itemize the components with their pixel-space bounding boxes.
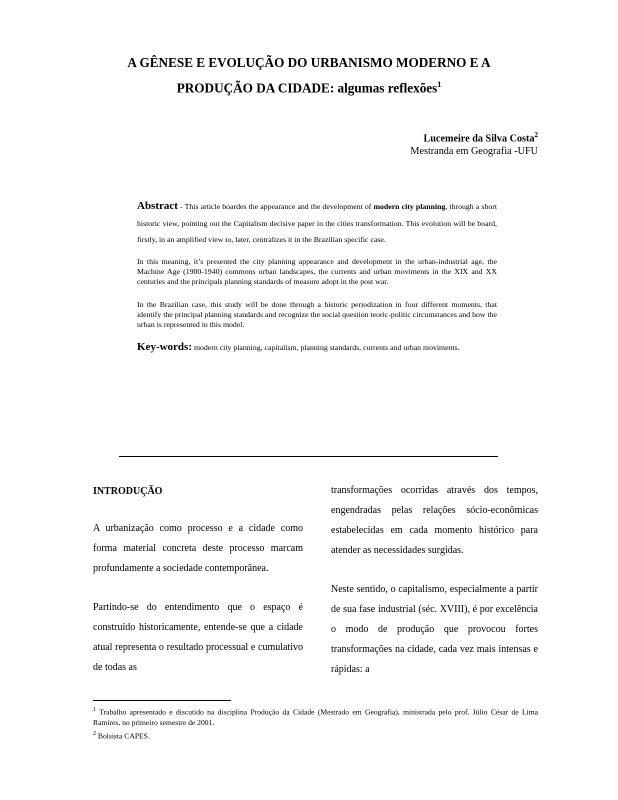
title-line-2 [60,74,558,99]
body-column-left [93,481,303,678]
author-block [410,129,538,158]
footnote-2-mark: 2 [93,730,96,737]
title-footnote-mark: 1 [437,80,442,89]
abstract-p1-end: , through a short historic view, pointing out the Capitalism decisive paper in the cities transformation. This evolution will be board, firstly, in an amplified view to, later, centralizes it in the Brazilian specific case. [137,202,497,244]
title-line-1: A GÊNESE E EVOLUÇÃO DO URBANISMO MODERNO E A [127,55,491,70]
author-footnote-mark: 2 [534,131,538,139]
title-line-2-text: PRODUÇÃO DA CIDADE: algumas reflexões [176,80,438,96]
author-name: Lucemeire da Silva Costa [423,133,535,145]
body-paragraph: Partindo-se do entendimento que o espaço é construído historicamente, entende-se que a cidade atual representa o resultado processual e cumulativo de todas as [93,602,303,673]
abstract-paragraph-1 [137,198,497,249]
body-paragraph: transformações ocorridas através dos tempos, engendradas pelas relações sócio-econômicas estabelecidas em cada momento histórico para atender as necessidades surgidas. [331,485,538,556]
body-paragraph: Neste sentido, o capitalismo, especialmente a partir de sua fase industrial (séc. XVIII), é por excelência o modo de produção que provocou fortes transformações na cidade, cada vez mais intensas e rápidas: a [331,584,538,675]
author-affiliation: Mestranda em Geografia -UFU [410,146,538,158]
body-column-right [331,481,538,680]
abstract-label: Abstract [137,200,178,212]
keywords [137,342,497,353]
keywords-label: Key-words: [137,340,192,353]
abstract-block [137,198,497,353]
abstract-p1-bold: modern city planning [373,202,446,211]
section-divider [119,456,498,457]
author-name-line [410,129,538,145]
footnotes [93,705,538,742]
paper-title [60,52,558,99]
footnote-1-text: Trabalho apresentado e discutido na disciplina Produção da Cidade (Mestrado em Geografia), ministrada pelo prof. Júlio César de Lima Ramires, no primeiro semestre de 2001. [93,707,538,728]
abstract-paragraph-3: In the Brazilian case, this study will be done through a historic periodization in four different moments, that identify the principal planning standards and recognize the social question teoric-politic circumstances and how the urban is represented in this model. [137,299,497,329]
keywords-text: modern city planning, capitalism, planning standards, currents and urban moviments. [192,342,460,352]
footnote-1 [93,705,538,729]
section-heading: INTRODUÇÃO [93,486,163,497]
abstract-p1-start: - This article boardes the appearance and the development of [177,202,374,211]
footnote-divider [93,700,231,701]
abstract-paragraph-2: In this meaning, it’s presented the city planning appearance and development in the urban-industrial age, the Machine Age (1900-1940) commons urban landscapes, the currents and urban moviments in the XIX and XX centuries and the principals planning standards of measure adopt in the post war. [137,256,497,286]
footnote-1-mark: 1 [93,707,96,713]
footnote-2 [93,729,538,742]
body-paragraph: A urbanização como processo e a cidade como forma material concreta deste processo marcam profundamente a sociedade contemporânea. [93,523,303,574]
footnote-2-text: Bolsista CAPES. [96,731,150,741]
